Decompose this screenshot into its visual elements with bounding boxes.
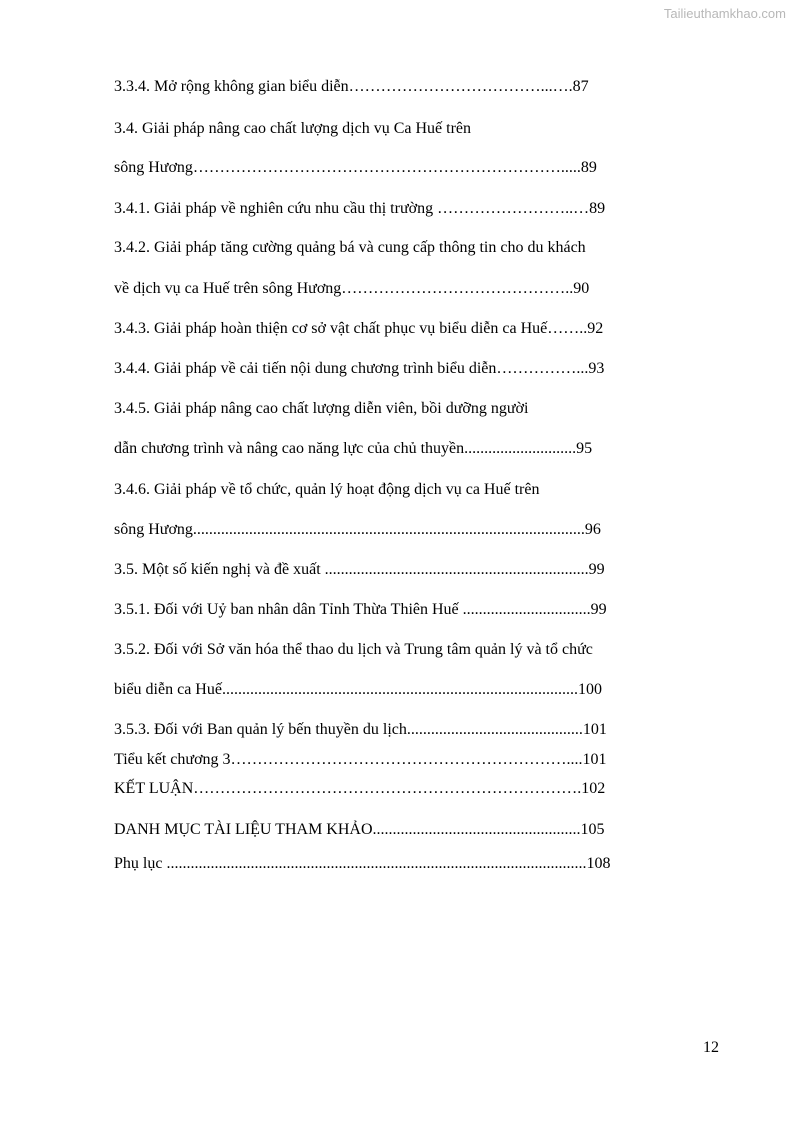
toc-entry-appendix: Phụ lục .........................................................................................................108 bbox=[114, 855, 611, 872]
toc-entry-3-4-5: 3.4.5. Giải pháp nâng cao chất lượng diễn viên, bồi dưỡng người bbox=[114, 400, 529, 417]
toc-entry-3-5-1: 3.5.1. Đối với Uỷ ban nhân dân Tỉnh Thừa Thiên Huế ................................99 bbox=[114, 601, 607, 618]
toc-entry-3-5: 3.5. Một số kiến nghị và đề xuất ..................................................................99 bbox=[114, 561, 605, 578]
toc-entry-3-4-2-continued: về dịch vụ ca Huế trên sông Hương……………………………………..90 bbox=[114, 280, 590, 297]
page-number: 12 bbox=[703, 1039, 719, 1056]
toc-entry-3-4-6-continued: sông Hương..................................................................................................96 bbox=[114, 521, 601, 538]
toc-entry-references: DANH MỤC TÀI LIỆU THAM KHẢO....................................................105 bbox=[114, 821, 605, 838]
toc-entry-chapter-3-summary: Tiểu kết chương 3………………………………………………………....101 bbox=[114, 751, 607, 768]
toc-entry-3-5-2: 3.5.2. Đối với Sở văn hóa thể thao du lịch và Trung tâm quản lý và tổ chức bbox=[114, 641, 593, 658]
toc-entry-3-5-2-continued: biểu diễn ca Huế.........................................................................................100 bbox=[114, 681, 602, 698]
watermark: Tailieuthamkhao.com bbox=[663, 6, 786, 21]
toc-entry-3-4-2: 3.4.2. Giải pháp tăng cường quảng bá và cung cấp thông tin cho du khách bbox=[114, 239, 586, 256]
toc-entry-conclusion: KẾT LUẬN……………………………………………………………….102 bbox=[114, 780, 606, 797]
toc-entry-3-4-1: 3.4.1. Giải pháp về nghiên cứu nhu cầu thị trường ……………………..…89 bbox=[114, 200, 606, 217]
toc-entry-3-4-5-continued: dẫn chương trình và nâng cao năng lực của chủ thuyền............................95 bbox=[114, 440, 593, 457]
toc-entry-3-3-4: 3.3.4. Mở rộng không gian biểu diễn………………………………...….87 bbox=[114, 78, 589, 95]
toc-entry-3-4-6: 3.4.6. Giải pháp về tổ chức, quản lý hoạt động dịch vụ ca Huế trên bbox=[114, 481, 540, 498]
toc-entry-3-4-continued: sông Hương…………………………………………………………….....89 bbox=[114, 159, 597, 176]
toc-entry-3-4-4: 3.4.4. Giải pháp về cải tiến nội dung chương trình biểu diễn……………...93 bbox=[114, 360, 605, 377]
toc-entry-3-4-3: 3.4.3. Giải pháp hoàn thiện cơ sở vật chất phục vụ biểu diễn ca Huế……..92 bbox=[114, 320, 604, 337]
toc-entry-3-5-3: 3.5.3. Đối với Ban quản lý bến thuyền du lịch............................................101 bbox=[114, 721, 607, 738]
toc-entry-3-4: 3.4. Giải pháp nâng cao chất lượng dịch vụ Ca Huế trên bbox=[114, 120, 472, 137]
